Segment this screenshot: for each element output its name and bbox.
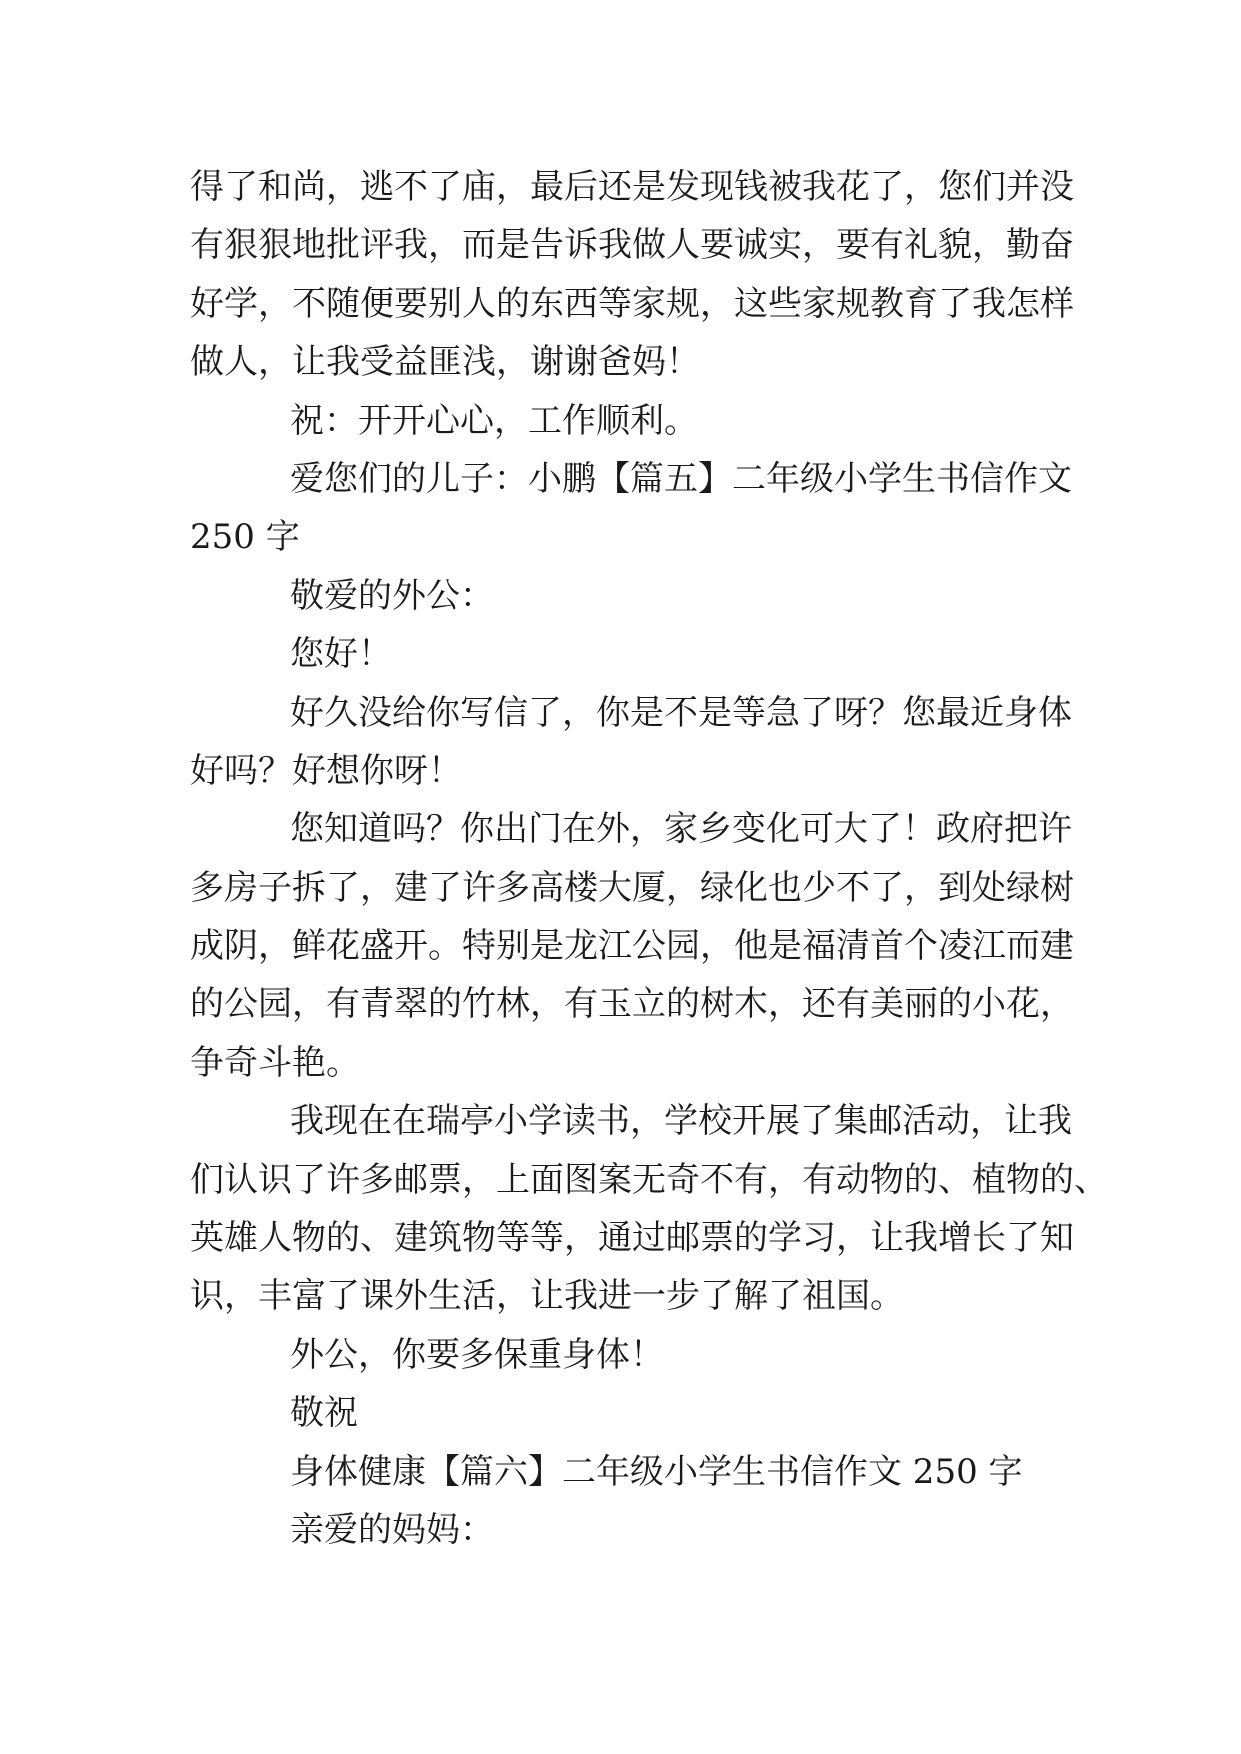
text-line: 做人，让我受益匪浅，谢谢爸妈！ — [190, 342, 700, 383]
text-line: 们认识了许多邮票，上面图案无奇不有，有动物的、植物的、 — [190, 1159, 1108, 1200]
text-line: 有狠狠地批评我，而是告诉我做人要诚实，要有礼貌，勤奋 — [190, 225, 1074, 266]
text-line: 亲爱的妈妈： — [290, 1509, 494, 1550]
text-line: 外公，你要多保重身体！ — [290, 1334, 664, 1375]
text-line: 好学，不随便要别人的东西等家规，这些家规教育了我怎样 — [190, 283, 1074, 324]
text-line: 的公园，有青翠的竹林，有玉立的树木，还有美丽的小花， — [190, 984, 1074, 1025]
text-line: 敬祝 — [290, 1393, 358, 1434]
text-line: 250 字 — [190, 517, 300, 558]
text-line: 身体健康【篇六】二年级小学生书信作文 250 字 — [290, 1451, 1023, 1492]
text-line: 我现在在瑞亭小学读书，学校开展了集邮活动，让我 — [290, 1101, 1072, 1142]
text-line: 英雄人物的、建筑物等等，通过邮票的学习，让我增长了知 — [190, 1218, 1074, 1259]
text-line: 敬爱的外公： — [290, 575, 494, 616]
text-line: 好久没给你写信了，你是不是等急了呀？您最近身体 — [290, 692, 1072, 733]
text-line: 祝：开开心心，工作顺利。 — [290, 400, 698, 441]
text-line: 多房子拆了，建了许多高楼大厦，绿化也少不了，到处绿树 — [190, 867, 1074, 908]
text-line: 识，丰富了课外生活，让我进一步了解了祖国。 — [190, 1276, 904, 1317]
text-line: 争奇斗艳。 — [190, 1042, 360, 1083]
letter-body — [190, 158, 1108, 1559]
text-line: 爱您们的儿子：小鹏【篇五】二年级小学生书信作文 — [290, 458, 1072, 499]
text-line: 成阴，鲜花盛开。特别是龙江公园，他是福清首个凌江而建 — [190, 926, 1074, 967]
text-line: 好吗？好想你呀！ — [190, 750, 462, 791]
text-line: 您知道吗？你出门在外，家乡变化可大了！政府把许 — [290, 809, 1072, 850]
text-line: 得了和尚，逃不了庙，最后还是发现钱被我花了，您们并没 — [190, 167, 1074, 207]
text-line: 您好！ — [290, 634, 392, 675]
